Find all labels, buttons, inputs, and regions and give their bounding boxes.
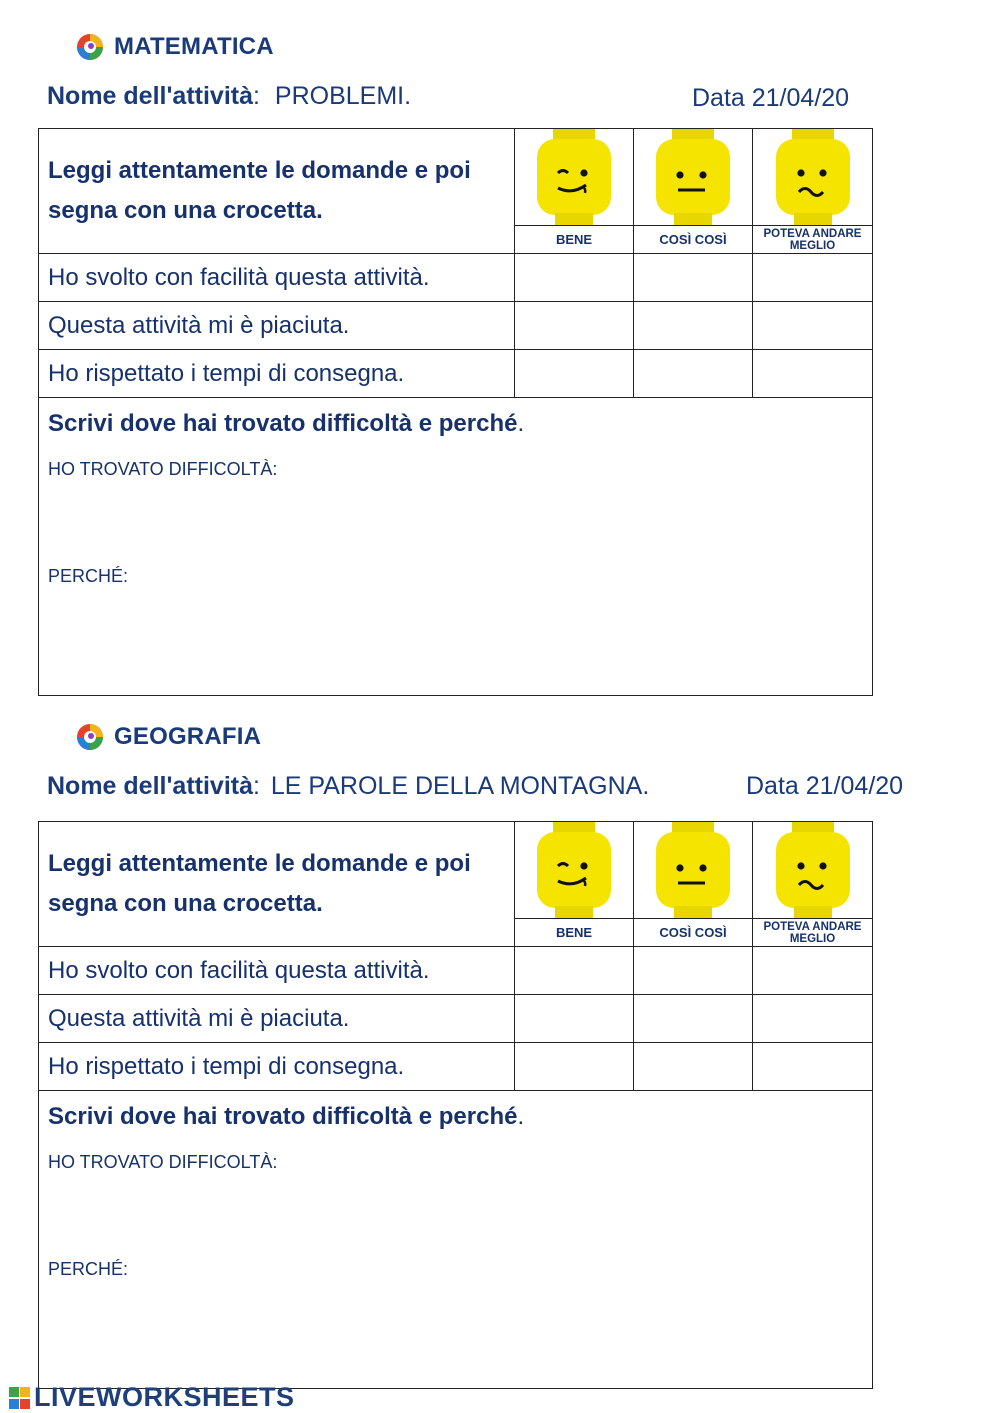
notes-title-text: Scrivi dove hai trovato difficoltà e perché — [48, 410, 518, 437]
activity-label: Nome dell'attività — [47, 82, 253, 110]
answer-cell-meglio[interactable] — [753, 350, 873, 398]
happy-wink-face-icon — [528, 129, 620, 225]
answer-cell-cosi-cosi[interactable] — [634, 302, 753, 350]
instruction-text: Leggi attentamente le domande e poi segna con una crocetta. — [39, 129, 515, 254]
face-label-poteva-andare-meglio: POTEVA ANDARE MEGLIO — [753, 918, 872, 946]
why-label: PERCHÉ: — [48, 566, 129, 586]
swirl-icon — [76, 33, 104, 61]
activity-line — [47, 772, 649, 801]
swirl-icon — [76, 723, 104, 751]
footer-brand: LIVEWORKSHEETS — [34, 1382, 295, 1412]
activity-value: LE PAROLE DELLA MONTAGNA. — [270, 772, 650, 800]
evaluation-table — [38, 821, 873, 1389]
question-text: Ho rispettato i tempi di consegna. — [39, 350, 515, 398]
notes-title-dot: . — [517, 410, 525, 437]
face-label-poteva-andare-meglio: POTEVA ANDARE MEGLIO — [753, 225, 872, 253]
question-text: Ho rispettato i tempi di consegna. — [39, 1043, 515, 1091]
answer-cell-bene[interactable] — [515, 947, 634, 995]
question-text: Questa attività mi è piaciuta. — [39, 302, 515, 350]
neutral-face-icon — [647, 822, 739, 918]
activity-sep: : — [253, 772, 260, 800]
answer-cell-cosi-cosi[interactable] — [634, 1043, 753, 1091]
notes-title — [48, 410, 863, 438]
notes-title — [48, 1103, 863, 1131]
worried-face-icon — [767, 822, 859, 918]
notes-area[interactable] — [39, 398, 873, 696]
face-label-cosi-cosi: COSÌ COSÌ — [634, 918, 752, 946]
difficulty-label: HO TROVATO DIFFICOLTÀ: — [48, 459, 278, 479]
difficulty-label: HO TROVATO DIFFICOLTÀ: — [48, 1152, 278, 1172]
date: Data 21/04/20 — [746, 772, 904, 800]
question-text: Ho svolto con facilità questa attività. — [39, 254, 515, 302]
answer-cell-bene[interactable] — [515, 350, 634, 398]
neutral-face-icon — [647, 129, 739, 225]
notes-area[interactable] — [39, 1091, 873, 1389]
face-column-cosi-cosi — [634, 822, 753, 947]
question-text: Questa attività mi è piaciuta. — [39, 995, 515, 1043]
answer-cell-bene[interactable] — [515, 995, 634, 1043]
subject-heading — [76, 32, 274, 62]
activity-line — [47, 82, 411, 111]
activity-sep: : — [253, 82, 260, 110]
answer-cell-bene[interactable] — [515, 302, 634, 350]
subject-heading — [76, 722, 261, 752]
instruction-text: Leggi attentamente le domande e poi segna con una crocetta. — [39, 822, 515, 947]
notes-title-text: Scrivi dove hai trovato difficoltà e perché — [48, 1103, 518, 1130]
face-label-cosi-cosi: COSÌ COSÌ — [634, 225, 752, 253]
face-column-poteva-andare-meglio — [753, 822, 873, 947]
why-label: PERCHÉ: — [48, 1259, 129, 1279]
date: Data 21/04/20 — [692, 84, 850, 112]
answer-cell-bene[interactable] — [515, 254, 634, 302]
activity-label: Nome dell'attività — [47, 772, 253, 800]
answer-cell-meglio[interactable] — [753, 1043, 873, 1091]
answer-cell-meglio[interactable] — [753, 254, 873, 302]
liveworksheets-logo[interactable] — [8, 1382, 295, 1413]
answer-cell-bene[interactable] — [515, 1043, 634, 1091]
answer-cell-cosi-cosi[interactable] — [634, 350, 753, 398]
question-text: Ho svolto con facilità questa attività. — [39, 947, 515, 995]
face-label-bene: BENE — [515, 918, 633, 946]
blocks-icon — [8, 1385, 32, 1411]
answer-cell-cosi-cosi[interactable] — [634, 254, 753, 302]
answer-cell-cosi-cosi[interactable] — [634, 995, 753, 1043]
subject-name: GEOGRAFIA — [114, 723, 262, 750]
answer-cell-cosi-cosi[interactable] — [634, 947, 753, 995]
face-column-bene — [515, 822, 634, 947]
subject-name: MATEMATICA — [114, 33, 274, 60]
face-column-cosi-cosi — [634, 129, 753, 254]
face-label-bene: BENE — [515, 225, 633, 253]
answer-cell-meglio[interactable] — [753, 302, 873, 350]
notes-title-dot: . — [517, 1103, 525, 1130]
activity-value: PROBLEMI. — [274, 82, 412, 110]
worried-face-icon — [767, 129, 859, 225]
answer-cell-meglio[interactable] — [753, 995, 873, 1043]
happy-wink-face-icon — [528, 822, 620, 918]
evaluation-table — [38, 128, 873, 696]
face-column-poteva-andare-meglio — [753, 129, 873, 254]
face-column-bene — [515, 129, 634, 254]
answer-cell-meglio[interactable] — [753, 947, 873, 995]
